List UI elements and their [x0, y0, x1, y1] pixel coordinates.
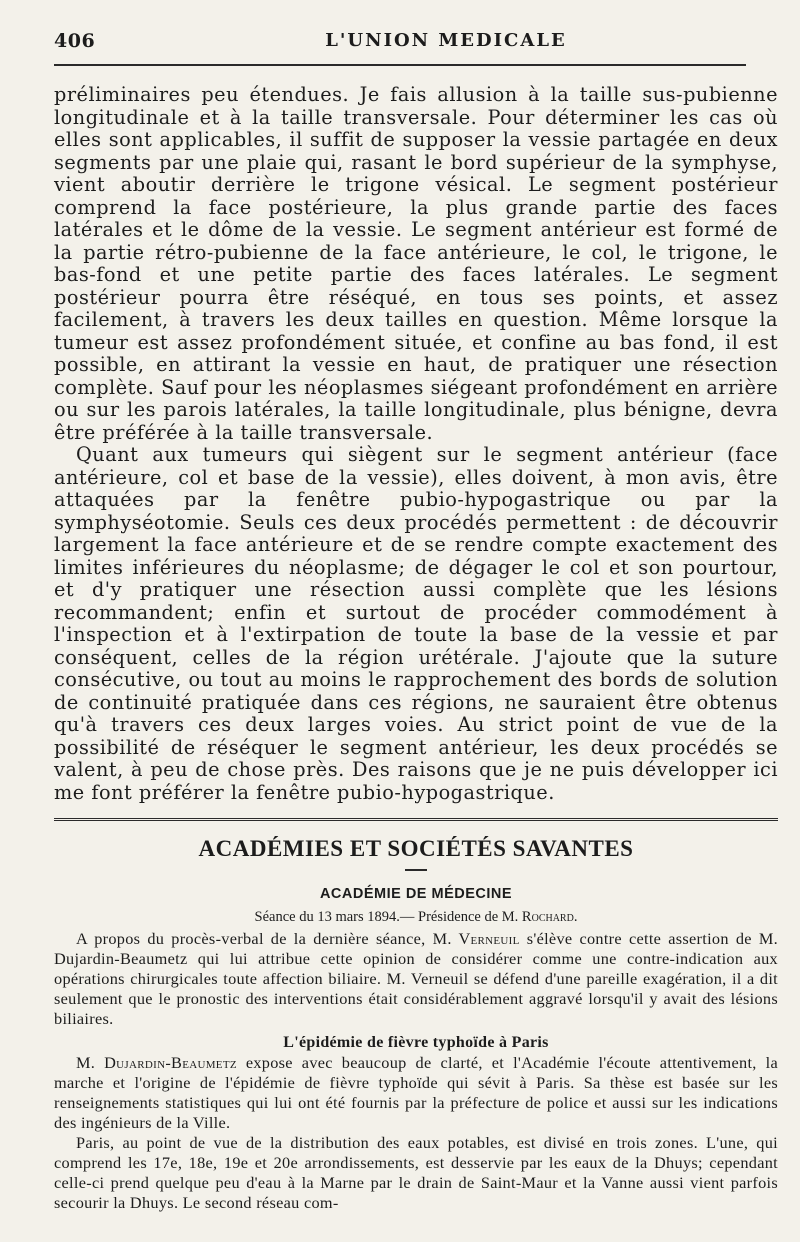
proceedings-paragraph-1 [54, 929, 778, 1029]
title-underline [405, 869, 427, 871]
p2-speaker: M. Dujardin-Beaumetz [76, 1053, 237, 1072]
main-article-text [54, 84, 778, 804]
subheading: L'épidémie de fièvre typhoïde à Paris [283, 1034, 549, 1051]
p1-after: s'élève contre cette assertion de M. Dujardin-Beaumetz qui lui attribue cette opinion de considérer comme une contre-indication aux opérations chirurgicales toute affection biliaire. M. Verneuil se défend d'une pareille exagération, il a dit seulement que le pronostic des interventions était considérablement aggravé lorsqu'il y avait des lésions biliaires. [54, 929, 778, 1028]
p1-speaker: M. Verneuil [432, 929, 520, 948]
page-number: 406 [54, 30, 96, 52]
proceedings-paragraph-3: Paris, au point de vue de la distribution des eaux potables, est divisé en trois zones. L'une, qui comprend les 17e, 18e, 19e et 20e arrondissements, est desservie par les eaux de la Dhuys; cependant celle-ci prend quelque peu d'eau à la Marne par le drain de Saint-Maur et la Vanne aussi vient parfois secourir la Dhuys. Le second réseau com- [54, 1133, 778, 1212]
seance-suffix: . [573, 909, 578, 925]
proceedings-paragraph-2 [54, 1053, 778, 1133]
p2-after: expose avec beaucoup de clarté, et l'Académie l'écoute attentivement, la marche et l'origine de l'épidémie de fièvre typhoïde qui sévit à Paris. Sa thèse est basée sur les renseignements statistiques qui lui ont été fournis par la préfecture de police et aussi sur les indications des ingénieurs de la Ville. [54, 1053, 778, 1132]
header-rule [54, 64, 746, 66]
proceedings-text [54, 929, 778, 1213]
p1-before: A propos du procès-verbal de la dernière séance, [76, 929, 426, 948]
seance-line [54, 907, 778, 927]
seance-president: Rochard [521, 909, 574, 925]
paragraph-2: Quant aux tumeurs qui siègent sur le segment antérieur (face antérieure, col et base de la vessie), elles doivent, à mon avis, être attaquées par la fenêtre pubio-hypogastrique ou par la symphyséotomie. Seuls ces deux procédés permettent : de découvrir largement la face antérieure et de se rendre compte exactement des limites inférieures du néoplasme; de dégager le col et son pourtour, et d'y pratiquer une résection aussi complète que les lésions recommandent; enfin et surtout de procéder commodément à l'inspection et à l'extirpation de toute la base de la vessie et par conséquent, celles de la région urétérale. J'ajoute que la suture consécutive, ou tout au moins le rapprochement des bords de solution de continuité pratiquée dans ces régions, ne sauraient être obtenus qu'à travers ces deux larges voies. Au strict point de vue de la possibilité de réséquer le segment antérieur, les deux procédés se valent, à peu de chose près. Des raisons que je ne puis développer ici me font préférer la fenêtre pubio-hypogastrique. [54, 443, 778, 804]
seance-prefix: Séance du 13 mars 1894.— Présidence de M. [254, 909, 519, 925]
running-title: L'UNION MEDICALE [325, 30, 567, 51]
section-divider [54, 818, 778, 823]
academy-title: ACADÉMIE DE MÉDECINE [319, 886, 513, 902]
paragraph-1: préliminaires peu étendues. Je fais allusion à la taille sus-pubienne longitudinale et à la taille transversale. Pour déterminer les cas où elles sont applicables, il suffit de supposer la vessie partagée en deux segments par une plaie qui, rasant le bord supérieur de la symphyse, vient aboutir derrière le trigone vésical. Le segment postérieur comprend la face postérieure, la plus grande partie des faces latérales et le dôme de la vessie. Le segment antérieur est formé de la partie rétro-pubienne de la face antérieure, le col, le trigone, le bas-fond et une petite partie des faces latérales. Le segment postérieur pourra être réséqué, en tous ses points, et assez facilement, à travers les deux tailles en question. Même lorsque la tumeur est assez profondément située, et confine au bas fond, il est possible, en attirant la vessie en haut, de pratiquer une résection complète. Sauf pour les néoplasmes siégeant profondément en arrière ou sur les parois latérales, la taille longitudinale, plus bénigne, devra être préférée à la taille transversale. [54, 83, 778, 444]
page-header [54, 0, 778, 62]
section-title: ACADÉMIES ET SOCIÉTÉS SAVANTES [198, 836, 634, 861]
